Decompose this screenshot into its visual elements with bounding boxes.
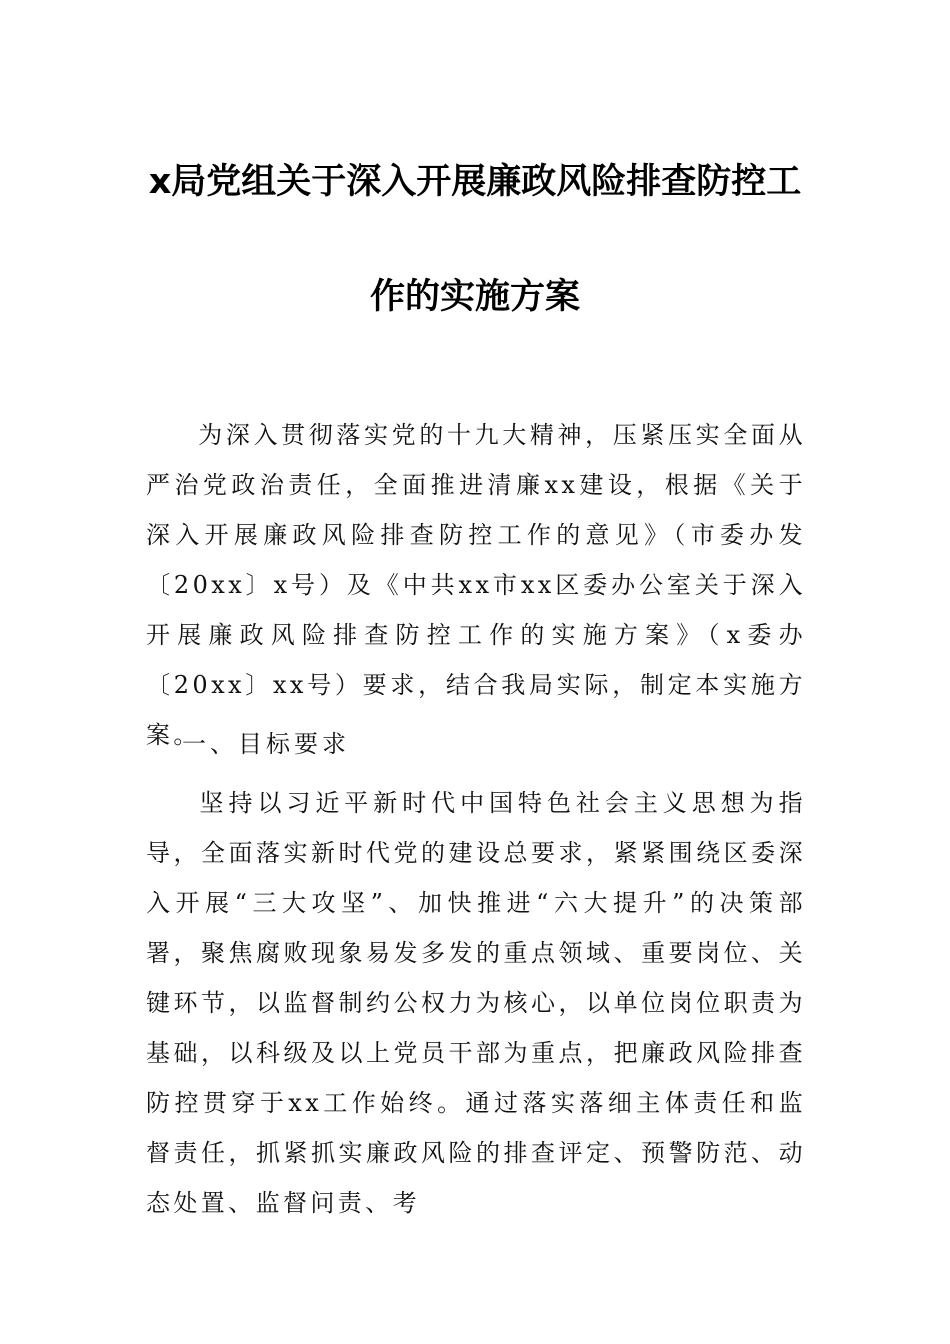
goals-paragraph-text: 坚持以习近平新时代中国特色社会主义思想为指导，全面落实新时代党的建设总要求，紧紧围绕区委深入开展“三大攻坚”、加快推进“六大提升”的决策部署，聚焦腐败现象易发多发的重点领域、重要岗位、关键环节，以监督制约公权力为核心，以单位岗位职责为基础，以科级及以上党员干部为重点，把廉政风险排查防控贯穿于xx工作始终。通过落实落细主体责任和监督责任，抓紧抓实廉政风险的排查评定、预警防范、动态处置、监督问责、考 <box>146 789 806 1217</box>
section-heading-goals: 一、目标要求 <box>182 730 350 758</box>
intro-paragraph <box>146 410 806 760</box>
intro-paragraph-text: 为深入贯彻落实党的十九大精神，压紧压实全面从严治党政治责任，全面推进清廉xx建设，根据《关于深入开展廉政风险排查防控工作的意见》（市委办发〔20xx〕x号）及《中共xx市xx区委办公室关于深入开展廉政风险排查防控工作的实施方案》（x委办〔20xx〕xx号）要求，结合我局实际，制定本实施方案。 <box>146 421 806 749</box>
goals-paragraph <box>146 778 806 1228</box>
document-title-line-1: x局党组关于深入开展廉政风险排查防控工 <box>148 162 802 202</box>
document-title-line-2: 作的实施方案 <box>369 277 580 317</box>
